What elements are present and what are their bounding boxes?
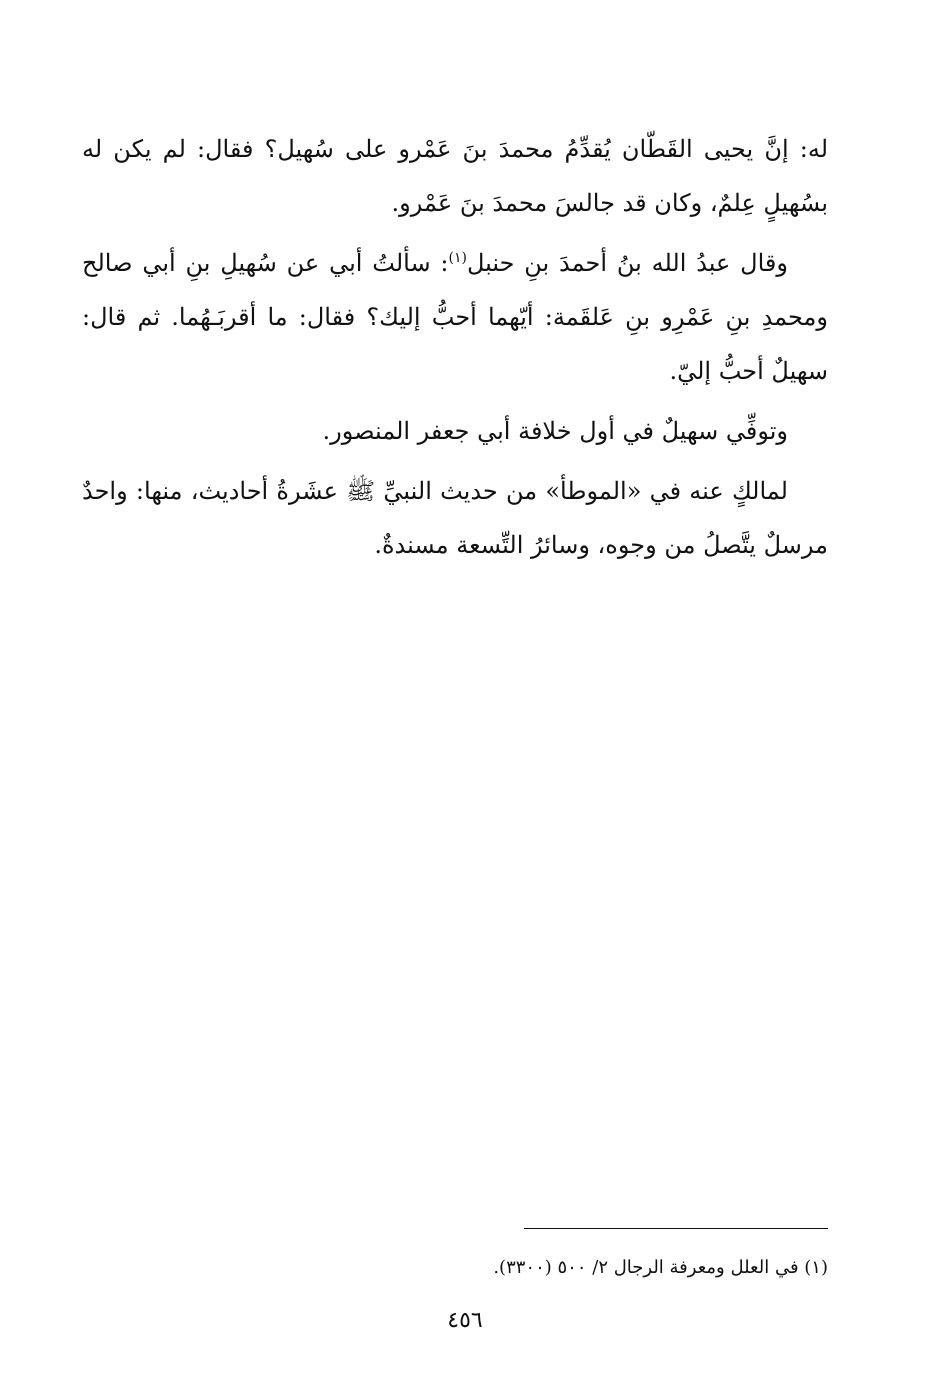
paragraph-1: له: إنَّ يحيى القَطّان يُقدِّمُ محمدَ بنَ عَمْرو على سُهيل؟ فقال: لم يكن له بسُهيلٍ عِلمٌ، وكان قد جالسَ محمدَ بنَ عَمْرو. xyxy=(82,135,829,217)
footnote: (١) في العلل ومعرفة الرجال ٢/ ٥٠٠ (٣٣٠٠). xyxy=(493,1257,828,1278)
paragraph-2 xyxy=(82,236,828,398)
paragraph-4: لمالكٍ عنه في «الموطأ» من حديث النبيِّ ﷺ عشَرةُ أحاديث، منها: واحدٌ مرسلٌ يتَّصلُ من وجوه، وسائرُ التِّسعة مسندةٌ. xyxy=(82,477,828,559)
paragraph-3: وتوفِّي سهيلٌ في أول خلافة أبي جعفر المنصور. xyxy=(322,417,788,445)
paragraph-2-rest: : سألتُ أبي عن سُهيلِ بنِ أبي صالح ومحمدِ بنِ عَمْرِو بنِ عَلقَمة: أيّهما أحبُّ إليك؟ فقال: ما أقربَـهُما. ثم قال: سهيلٌ أحبُّ إليّ. xyxy=(82,249,828,385)
footnote-divider xyxy=(524,1228,828,1229)
main-text xyxy=(82,122,828,578)
paragraph-2-start: وقال عبدُ الله بنُ أحمدَ بنِ حنبل xyxy=(466,249,788,277)
page-number: ٤٥٦ xyxy=(447,1308,483,1333)
footnote-reference: (١) xyxy=(448,250,467,266)
